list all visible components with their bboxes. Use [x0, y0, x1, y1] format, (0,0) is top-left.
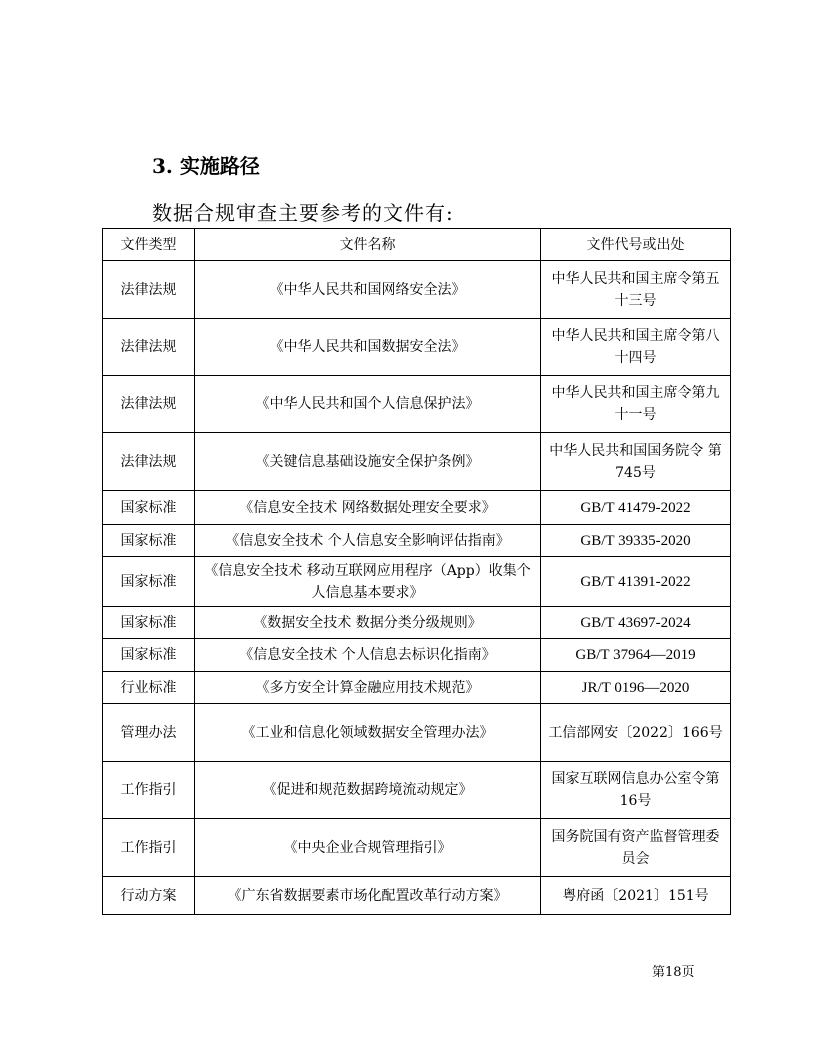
header-name: 文件名称: [195, 229, 541, 261]
cell-type: 法律法规: [103, 319, 195, 376]
cell-source: GB/T 43697-2024: [541, 607, 731, 639]
table-row: [103, 261, 731, 319]
header-source: 文件代号或出处: [541, 229, 731, 261]
intro-paragraph: 数据合规审查主要参考的文件有:: [152, 201, 454, 225]
cell-type: 法律法规: [103, 376, 195, 433]
cell-type: 国家标准: [103, 639, 195, 672]
cell-name: 《关键信息基础设施安全保护条例》: [195, 433, 541, 491]
reference-documents-table: [102, 228, 731, 915]
cell-type: 国家标准: [103, 557, 195, 607]
header-type: 文件类型: [103, 229, 195, 261]
cell-source: 中华人民共和国主席令第九十一号: [541, 376, 731, 433]
cell-name: 《工业和信息化领域数据安全管理办法》: [195, 704, 541, 762]
cell-source: 中华人民共和国主席令第八十四号: [541, 319, 731, 376]
cell-name: 《中央企业合规管理指引》: [195, 819, 541, 877]
cell-name: 《中华人民共和国数据安全法》: [195, 319, 541, 376]
cell-source: GB/T 41479-2022: [541, 491, 731, 525]
cell-type: 工作指引: [103, 762, 195, 819]
cell-name: 《中华人民共和国个人信息保护法》: [195, 376, 541, 433]
cell-type: 国家标准: [103, 525, 195, 557]
table-row: [103, 819, 731, 877]
cell-source: GB/T 37964—2019: [541, 639, 731, 672]
section-heading: 3. 实施路径: [152, 154, 260, 178]
table-row: [103, 376, 731, 433]
cell-type: 行动方案: [103, 877, 195, 915]
cell-type: 行业标准: [103, 672, 195, 704]
table-header-row: [103, 229, 731, 261]
cell-source: 中华人民共和国主席令第五十三号: [541, 261, 731, 319]
cell-name: 《促进和规范数据跨境流动规定》: [195, 762, 541, 819]
table-row: [103, 525, 731, 557]
table-row: [103, 557, 731, 607]
page-number: 第18页: [652, 965, 695, 980]
table-row: [103, 639, 731, 672]
cell-name: 《中华人民共和国网络安全法》: [195, 261, 541, 319]
table-row: [103, 319, 731, 376]
cell-name: 《数据安全技术 数据分类分级规则》: [195, 607, 541, 639]
cell-source: 粤府函〔2021〕151号: [541, 877, 731, 915]
cell-name: 《信息安全技术 网络数据处理安全要求》: [195, 491, 541, 525]
cell-name: 《信息安全技术 移动互联网应用程序（App）收集个人信息基本要求》: [195, 557, 541, 607]
table-row: [103, 491, 731, 525]
cell-source: 国家互联网信息办公室令第16号: [541, 762, 731, 819]
cell-source: 工信部网安〔2022〕166号: [541, 704, 731, 762]
cell-name: 《多方安全计算金融应用技术规范》: [195, 672, 541, 704]
cell-type: 法律法规: [103, 261, 195, 319]
cell-type: 工作指引: [103, 819, 195, 877]
cell-type: 国家标准: [103, 491, 195, 525]
cell-source: GB/T 41391-2022: [541, 557, 731, 607]
table-row: [103, 433, 731, 491]
table-row: [103, 704, 731, 762]
cell-name: 《广东省数据要素市场化配置改革行动方案》: [195, 877, 541, 915]
cell-type: 法律法规: [103, 433, 195, 491]
cell-source: 国务院国有资产监督管理委员会: [541, 819, 731, 877]
cell-name: 《信息安全技术 个人信息安全影响评估指南》: [195, 525, 541, 557]
cell-source: GB/T 39335-2020: [541, 525, 731, 557]
cell-source: 中华人民共和国国务院令 第745号: [541, 433, 731, 491]
table-row: [103, 762, 731, 819]
table-row: [103, 607, 731, 639]
table-row: [103, 672, 731, 704]
cell-type: 管理办法: [103, 704, 195, 762]
table-row: [103, 877, 731, 915]
cell-source: JR/T 0196—2020: [541, 672, 731, 704]
cell-type: 国家标准: [103, 607, 195, 639]
cell-name: 《信息安全技术 个人信息去标识化指南》: [195, 639, 541, 672]
